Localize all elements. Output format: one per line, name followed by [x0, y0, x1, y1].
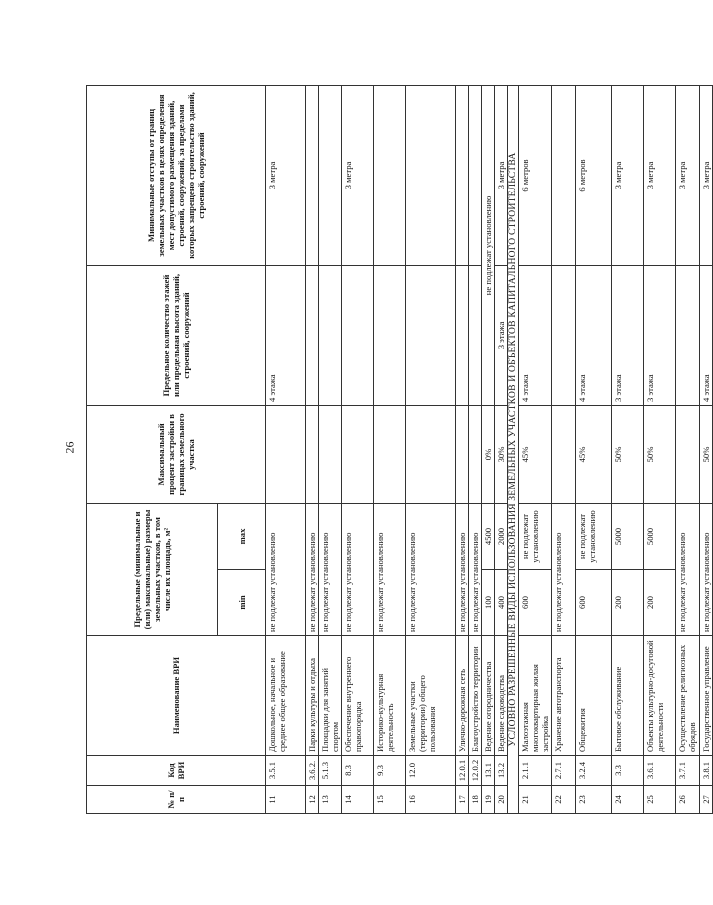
cell-offset — [374, 85, 406, 265]
cell-percent — [306, 405, 319, 503]
cell-code: 13.2 — [495, 756, 508, 786]
cell-floors: 4 этажа — [700, 265, 713, 405]
table-row — [519, 85, 552, 813]
cell-floors: 4 этажа — [519, 265, 552, 405]
table-row — [469, 85, 482, 813]
cell-num: 11 — [266, 786, 306, 814]
cell-percent — [406, 405, 456, 503]
cell-floors: 3 этажа — [612, 265, 644, 405]
cell-name: Площадки для занятий спортом — [319, 636, 342, 756]
cell-percent: 45% — [576, 405, 612, 503]
cell-percent: 50% — [612, 405, 644, 503]
cell-floors: 4 этажа — [266, 265, 306, 405]
cell-sizes: не подлежат установлению — [676, 503, 700, 635]
cell-num: 23 — [576, 786, 612, 814]
table-row — [552, 85, 576, 813]
cell-code: 3.6.2. — [306, 756, 319, 786]
header-num: № п/п — [87, 786, 266, 814]
table-row — [342, 85, 374, 813]
cell-code: 2.1.1 — [519, 756, 552, 786]
cell-name: Ведение огородничества — [482, 636, 495, 756]
header-min: min — [218, 570, 266, 636]
cell-num: 26 — [676, 786, 700, 814]
cell-floors: 3 этажа — [495, 265, 508, 405]
cell-offset — [469, 85, 482, 265]
cell-code: 8.3 — [342, 756, 374, 786]
cell-min: 200 — [644, 570, 676, 636]
cell-name: Благоустройство территории — [469, 636, 482, 756]
cell-name: Парки культуры и отдыха — [306, 636, 319, 756]
header-percent: Максимальный процент застройки в границах земельного участка — [87, 405, 266, 503]
cell-percent — [552, 405, 576, 503]
cell-offset: 3 метра — [495, 85, 508, 265]
table-row — [456, 85, 469, 813]
cell-percent: 0% — [482, 405, 495, 503]
cell-percent — [266, 405, 306, 503]
cell-offset: 3 метра — [342, 85, 374, 265]
cell-name: Хранение автотранспорта — [552, 636, 576, 756]
cell-code: 9.3 — [374, 756, 406, 786]
cell-code: 12.0 — [406, 756, 456, 786]
cell-offset: 3 метра — [266, 85, 306, 265]
cell-num: 20 — [495, 786, 508, 814]
cell-name: Осуществление религиозных обрядов — [676, 636, 700, 756]
cell-sizes: не подлежат установлению — [266, 503, 306, 635]
header-sizes: Предельные (минимальные и (или) максимальные) размеры земельных участков, в том числе их площадь, м² — [87, 503, 218, 635]
cell-offset: 3 метра — [612, 85, 644, 265]
zoning-table-rotated — [86, 86, 711, 814]
cell-floors — [342, 265, 374, 405]
table-row — [406, 85, 456, 813]
cell-num: 24 — [612, 786, 644, 814]
cell-max: не подлежат установлению — [519, 503, 552, 569]
cell-name: Ведение садоводства — [495, 636, 508, 756]
cell-code: 5.1.3 — [319, 756, 342, 786]
cell-num: 14 — [342, 786, 374, 814]
cell-code: 12.0.2 — [469, 756, 482, 786]
cell-name: Государственное управление — [700, 636, 713, 756]
cell-percent — [374, 405, 406, 503]
header-floors: Предельное количество этажей или предельная высота зданий, строений, сооружений — [87, 265, 266, 405]
cell-floors: 4 этажа — [576, 265, 612, 405]
cell-code: 3.8.1 — [700, 756, 713, 786]
table-row — [612, 85, 644, 813]
cell-code: 3.2.4 — [576, 756, 612, 786]
cell-num: 27 — [700, 786, 713, 814]
cell-name: Улично-дорожная сеть — [456, 636, 469, 756]
table-row — [266, 85, 306, 813]
cell-name: Обеспечение внутреннего правопорядка — [342, 636, 374, 756]
cell-code: 12.0.1 — [456, 756, 469, 786]
cell-num: 21 — [519, 786, 552, 814]
cell-sizes: не подлежат установлению — [342, 503, 374, 635]
cell-percent: 45% — [519, 405, 552, 503]
cell-offset: 3 метра — [676, 85, 700, 265]
cell-offset — [456, 85, 469, 265]
cell-num: 19 — [482, 786, 495, 814]
cell-num: 15 — [374, 786, 406, 814]
cell-floors — [374, 265, 406, 405]
cell-floors: 3 этажа — [644, 265, 676, 405]
cell-floors — [469, 265, 482, 405]
cell-offset — [552, 85, 576, 265]
cell-offset — [306, 85, 319, 265]
cell-floors — [676, 265, 700, 405]
cell-offset: 3 метра — [644, 85, 676, 265]
cell-floors-offset: не подлежат установлению — [482, 85, 495, 405]
cell-sizes: не подлежат установлению — [469, 503, 482, 635]
cell-floors — [319, 265, 342, 405]
cell-sizes: не подлежат установлению — [406, 503, 456, 635]
cell-sizes: не подлежат установлению — [552, 503, 576, 635]
cell-code: 3.3 — [612, 756, 644, 786]
cell-max: не подлежат установлению — [576, 503, 612, 569]
cell-offset — [406, 85, 456, 265]
cell-percent — [456, 405, 469, 503]
cell-offset: 3 метра — [700, 85, 713, 265]
section-header-row — [508, 85, 519, 813]
cell-percent — [676, 405, 700, 503]
zoning-table — [86, 85, 713, 814]
cell-sizes: не подлежат установлению — [319, 503, 342, 635]
cell-max: 4500 — [482, 503, 495, 569]
cell-num: 12 — [306, 786, 319, 814]
cell-min: 200 — [612, 570, 644, 636]
table-row — [374, 85, 406, 813]
cell-name: Бытовое обслуживание — [612, 636, 644, 756]
header-max: max — [218, 503, 266, 569]
cell-floors — [406, 265, 456, 405]
cell-num: 25 — [644, 786, 676, 814]
cell-percent — [469, 405, 482, 503]
cell-min: 600 — [519, 570, 552, 636]
cell-min: 100 — [482, 570, 495, 636]
cell-name: Земельные участки (территории) общего пользования — [406, 636, 456, 756]
cell-offset — [319, 85, 342, 265]
cell-percent: 50% — [644, 405, 676, 503]
cell-sizes: не подлежат установлению — [306, 503, 319, 635]
cell-name: Историко-культурная деятельность — [374, 636, 406, 756]
cell-offset: 6 метров — [519, 85, 552, 265]
cell-max: 5000 — [612, 503, 644, 569]
header-code: Код ВРИ — [87, 756, 266, 786]
table-row — [700, 85, 713, 813]
cell-name: Общежития — [576, 636, 612, 756]
cell-sizes: не подлежат установлению — [700, 503, 713, 635]
section-title: УСЛОВНО РАЗРЕШЕННЫЕ ВИДЫ ИСПОЛЬЗОВАНИЯ ЗЕМЕЛЬНЫХ УЧАСТКОВ И ОБЪЕКТОВ КАПИТАЛЬНОГО СТРОИТЕЛЬСТВА — [508, 85, 519, 813]
cell-num: 13 — [319, 786, 342, 814]
table-row — [319, 85, 342, 813]
cell-code: 2.7.1 — [552, 756, 576, 786]
table-row — [676, 85, 700, 813]
cell-offset: 6 метров — [576, 85, 612, 265]
cell-percent: 30% — [495, 405, 508, 503]
header-name: Наименование ВРИ — [87, 636, 266, 756]
cell-percent: 50% — [700, 405, 713, 503]
cell-num: 16 — [406, 786, 456, 814]
cell-min: 600 — [576, 570, 612, 636]
table-row — [482, 85, 495, 813]
cell-floors — [552, 265, 576, 405]
header-offsets: Минимальные отступы от границ земельных участков в целях определения мест допустимого размещения зданий, строений, сооружений, за пределами которых запрещено строительство зданий, строений, сооружений — [87, 85, 266, 265]
cell-name: Малоэтажная многоквартирная жилая застройка — [519, 636, 552, 756]
table-row — [495, 85, 508, 813]
table-row — [306, 85, 319, 813]
cell-max: 2000 — [495, 503, 508, 569]
page-number: 26 — [62, 441, 77, 454]
cell-percent — [342, 405, 374, 503]
cell-code: 3.5.1 — [266, 756, 306, 786]
cell-sizes: не подлежат установлению — [456, 503, 469, 635]
cell-floors — [456, 265, 469, 405]
cell-code: 3.7.1 — [676, 756, 700, 786]
table-row — [576, 85, 612, 813]
cell-sizes: не подлежат установлению — [374, 503, 406, 635]
cell-min: 400 — [495, 570, 508, 636]
cell-num: 22 — [552, 786, 576, 814]
cell-code: 3.6.1 — [644, 756, 676, 786]
cell-floors — [306, 265, 319, 405]
cell-num: 18 — [469, 786, 482, 814]
cell-num: 17 — [456, 786, 469, 814]
table-row — [644, 85, 676, 813]
cell-max: 5000 — [644, 503, 676, 569]
cell-code: 13.1 — [482, 756, 495, 786]
cell-name: Дошкольное, начальное и среднее общее образование — [266, 636, 306, 756]
cell-percent — [319, 405, 342, 503]
cell-name: Объекты культурно-досуговой деятельности — [644, 636, 676, 756]
